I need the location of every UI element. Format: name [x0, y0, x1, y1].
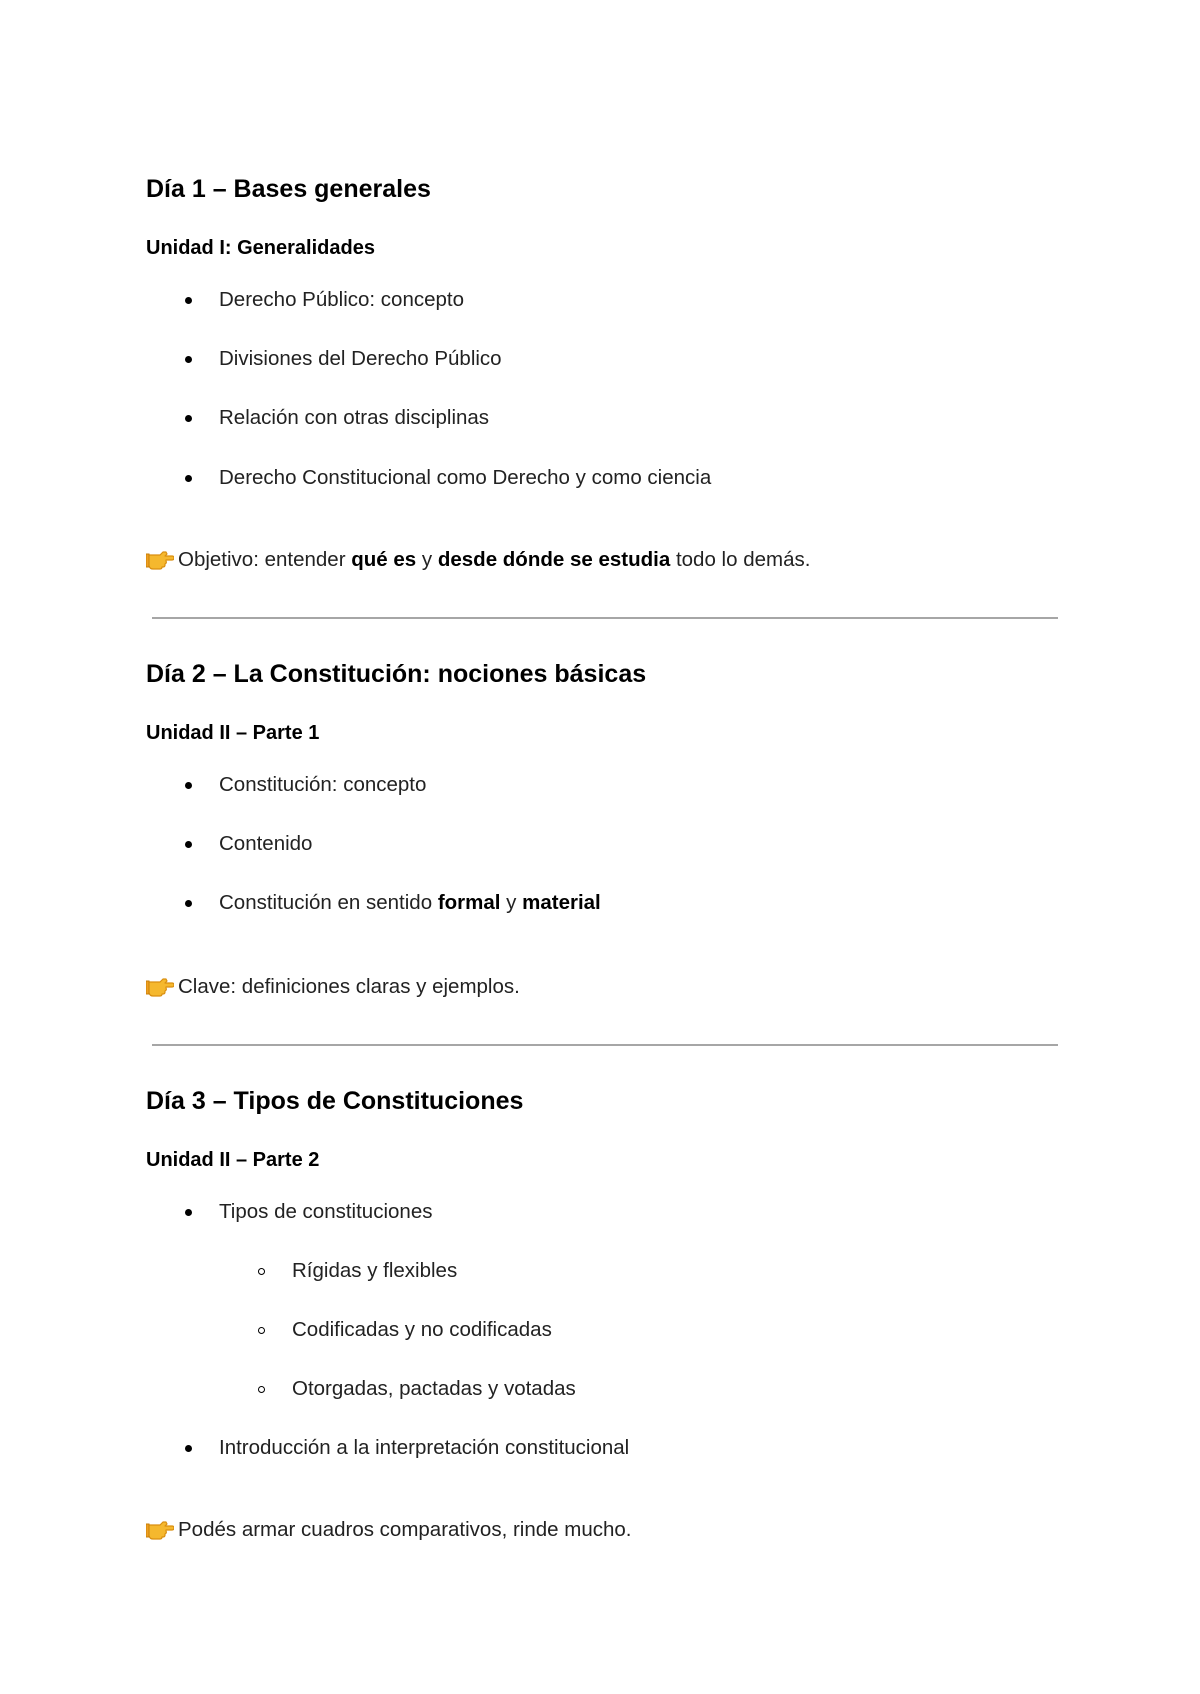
sub-list-item-text: Rígidas y flexibles	[292, 1259, 458, 1282]
note-text: Podés armar cuadros comparativos, rinde mucho.	[178, 1518, 632, 1541]
day-1-title: Día 1 – Bases generales	[146, 175, 431, 203]
day-2-title: Día 2 – La Constitución: nociones básicas	[146, 660, 647, 688]
note-text: Clave: definiciones claras y ejemplos.	[178, 975, 520, 998]
day-1-note	[146, 546, 810, 574]
note-bold-text: qué es	[351, 548, 417, 571]
pointing-hand-icon	[146, 1516, 174, 1540]
section-divider	[152, 1044, 1058, 1046]
bullet-dot-icon	[185, 1209, 192, 1216]
note-text-prefix: Objetivo: entender	[178, 548, 352, 571]
day-2-note	[146, 973, 520, 1001]
list-item-text-middle: y	[500, 891, 523, 914]
pointing-hand-icon	[146, 973, 174, 997]
section-divider	[152, 617, 1058, 619]
day-3-title: Día 3 – Tipos de Constituciones	[146, 1087, 524, 1115]
list-item-text: Contenido	[219, 832, 313, 855]
bullet-dot-icon	[185, 1445, 192, 1452]
list-item-text: Relación con otras disciplinas	[219, 406, 490, 429]
list-item-text: Tipos de constituciones	[219, 1200, 433, 1223]
bullet-dot-icon	[185, 841, 192, 848]
bullet-dot-icon	[185, 356, 192, 363]
list-item-text-prefix: Constitución en sentido	[219, 891, 438, 914]
sub-list-item-text: Codificadas y no codificadas	[292, 1318, 552, 1341]
day-1-unit-title: Unidad I: Generalidades	[146, 237, 375, 259]
list-item-text: Constitución: concepto	[219, 773, 427, 796]
bullet-dot-icon	[185, 475, 192, 482]
bullet-dot-icon	[185, 782, 192, 789]
note-text-suffix: todo lo demás.	[670, 548, 811, 571]
day-3-note	[146, 1516, 631, 1544]
bullet-circle-icon	[258, 1386, 265, 1393]
note-bold-text: desde dónde se estudia	[437, 548, 671, 571]
note-text-middle: y	[416, 548, 438, 571]
list-item-text	[219, 890, 601, 916]
bullet-dot-icon	[185, 900, 192, 907]
list-item-bold-text: material	[522, 891, 601, 914]
list-item-text: Divisiones del Derecho Público	[219, 347, 502, 370]
pointing-hand-icon	[146, 546, 174, 570]
day-3-unit-title: Unidad II – Parte 2	[146, 1149, 320, 1171]
bullet-dot-icon	[185, 415, 192, 422]
bullet-circle-icon	[258, 1268, 265, 1275]
bullet-dot-icon	[185, 297, 192, 304]
bullet-circle-icon	[258, 1327, 265, 1334]
sub-list-item-text: Otorgadas, pactadas y votadas	[292, 1377, 576, 1400]
list-item-bold-text: formal	[437, 891, 501, 914]
day-2-unit-title: Unidad II – Parte 1	[146, 722, 320, 744]
list-item-text: Introducción a la interpretación constitucional	[219, 1436, 630, 1459]
list-item-text: Derecho Público: concepto	[219, 288, 465, 311]
list-item-text: Derecho Constitucional como Derecho y como ciencia	[219, 466, 712, 489]
